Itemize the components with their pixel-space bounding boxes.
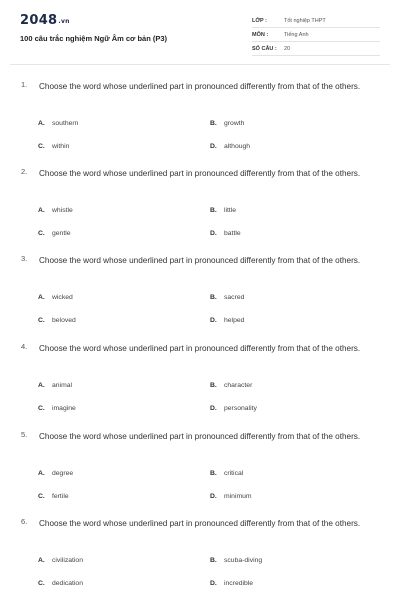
option-word: wicked <box>52 294 73 301</box>
option-letter: D. <box>210 230 217 237</box>
question-number: 2. <box>21 167 28 176</box>
option-word: animal <box>52 382 73 389</box>
answer-option[interactable] <box>210 493 252 500</box>
option-letter: B. <box>210 294 217 301</box>
meta-row-class <box>252 14 380 28</box>
option-word: scuba-diving <box>224 557 263 564</box>
answer-option[interactable] <box>38 207 73 214</box>
question-item <box>0 80 400 168</box>
question-text: Choose the word whose underlined part in pronounced differently from that of the others. <box>39 432 361 441</box>
answer-option[interactable] <box>38 382 72 389</box>
question-item <box>0 254 400 342</box>
answer-option[interactable] <box>38 317 76 324</box>
option-letter: A. <box>38 382 45 389</box>
answer-option[interactable] <box>38 294 73 301</box>
answer-option[interactable] <box>210 470 243 477</box>
option-letter: A. <box>38 294 45 301</box>
site-logo[interactable] <box>20 14 70 29</box>
option-word: although <box>224 143 251 150</box>
option-word: beloved <box>52 317 76 324</box>
option-word: incredible <box>224 580 254 587</box>
option-letter: A. <box>38 207 45 214</box>
meta-value: Tiếng Anh <box>284 32 309 38</box>
answer-option[interactable] <box>210 580 253 587</box>
question-number: 3. <box>21 254 28 263</box>
question-item <box>0 342 400 430</box>
answer-option[interactable] <box>210 207 236 214</box>
option-word: degree <box>52 470 74 477</box>
option-letter: D. <box>210 580 217 587</box>
option-letter: C. <box>38 493 45 500</box>
option-letter: D. <box>210 493 217 500</box>
option-word: civilization <box>52 557 83 564</box>
meta-label: LỚP : <box>252 18 267 24</box>
answer-option[interactable] <box>38 120 78 127</box>
option-word: minimum <box>224 493 252 500</box>
option-letter: D. <box>210 143 217 150</box>
question-text: Choose the word whose underlined part in pronounced differently from that of the others. <box>39 344 361 353</box>
question-text: Choose the word whose underlined part in pronounced differently from that of the others. <box>39 82 361 91</box>
answer-option[interactable] <box>210 317 244 324</box>
answer-option[interactable] <box>38 557 83 564</box>
logo-text: 2048 <box>20 13 58 28</box>
question-item <box>0 167 400 255</box>
answer-option[interactable] <box>38 580 83 587</box>
option-word: critical <box>224 470 244 477</box>
answer-option[interactable] <box>38 143 69 150</box>
answer-option[interactable] <box>38 470 73 477</box>
option-word: whistle <box>52 207 73 214</box>
option-word: battle <box>224 230 241 237</box>
option-letter: B. <box>210 470 217 477</box>
page-header <box>0 0 400 62</box>
answer-option[interactable] <box>38 493 69 500</box>
option-letter: D. <box>210 317 217 324</box>
option-word: dedication <box>52 580 83 587</box>
logo-suffix: .vn <box>58 18 70 25</box>
question-text: Choose the word whose underlined part in pronounced differently from that of the others. <box>39 519 361 528</box>
question-number: 4. <box>21 342 28 351</box>
option-letter: B. <box>210 382 217 389</box>
question-number: 5. <box>21 430 28 439</box>
meta-value: 20 <box>284 46 291 52</box>
option-letter: B. <box>210 207 217 214</box>
meta-row-subject <box>252 28 380 42</box>
option-word: within <box>52 143 70 150</box>
option-letter: A. <box>38 120 45 127</box>
option-letter: C. <box>38 580 45 587</box>
question-number: 1. <box>21 80 28 89</box>
option-word: imagine <box>52 405 76 412</box>
question-item <box>0 517 400 600</box>
header-divider <box>10 64 390 65</box>
option-letter: A. <box>38 557 45 564</box>
option-letter: C. <box>38 405 45 412</box>
option-word: personality <box>224 405 257 412</box>
option-word: growth <box>224 120 245 127</box>
answer-option[interactable] <box>38 405 76 412</box>
option-letter: B. <box>210 557 217 564</box>
meta-value: Tốt nghiệp THPT <box>284 18 326 24</box>
answer-option[interactable] <box>38 230 71 237</box>
option-word: gentle <box>52 230 71 237</box>
option-letter: C. <box>38 143 45 150</box>
document-title: 100 câu trắc nghiệm Ngữ Âm cơ bản (P3) <box>20 34 168 43</box>
option-letter: B. <box>210 120 217 127</box>
meta-label: SỐ CÂU : <box>252 46 277 52</box>
answer-option[interactable] <box>210 405 257 412</box>
option-letter: C. <box>38 230 45 237</box>
answer-option[interactable] <box>210 294 244 301</box>
answer-option[interactable] <box>210 143 250 150</box>
option-word: sacred <box>224 294 245 301</box>
question-text: Choose the word whose underlined part in pronounced differently from that of the others. <box>39 169 361 178</box>
option-word: fertile <box>52 493 69 500</box>
question-number: 6. <box>21 517 28 526</box>
option-word: character <box>224 382 253 389</box>
option-letter: A. <box>38 470 45 477</box>
answer-option[interactable] <box>210 230 241 237</box>
question-item <box>0 430 400 518</box>
answer-option[interactable] <box>210 120 244 127</box>
answer-option[interactable] <box>210 382 252 389</box>
answer-option[interactable] <box>210 557 262 564</box>
option-word: southern <box>52 120 79 127</box>
meta-info <box>252 14 380 56</box>
option-letter: C. <box>38 317 45 324</box>
meta-label: MÔN : <box>252 32 269 38</box>
option-word: helped <box>224 317 245 324</box>
option-word: little <box>224 207 237 214</box>
question-text: Choose the word whose underlined part in pronounced differently from that of the others. <box>39 256 361 265</box>
option-letter: D. <box>210 405 217 412</box>
meta-row-question-count <box>252 42 380 56</box>
